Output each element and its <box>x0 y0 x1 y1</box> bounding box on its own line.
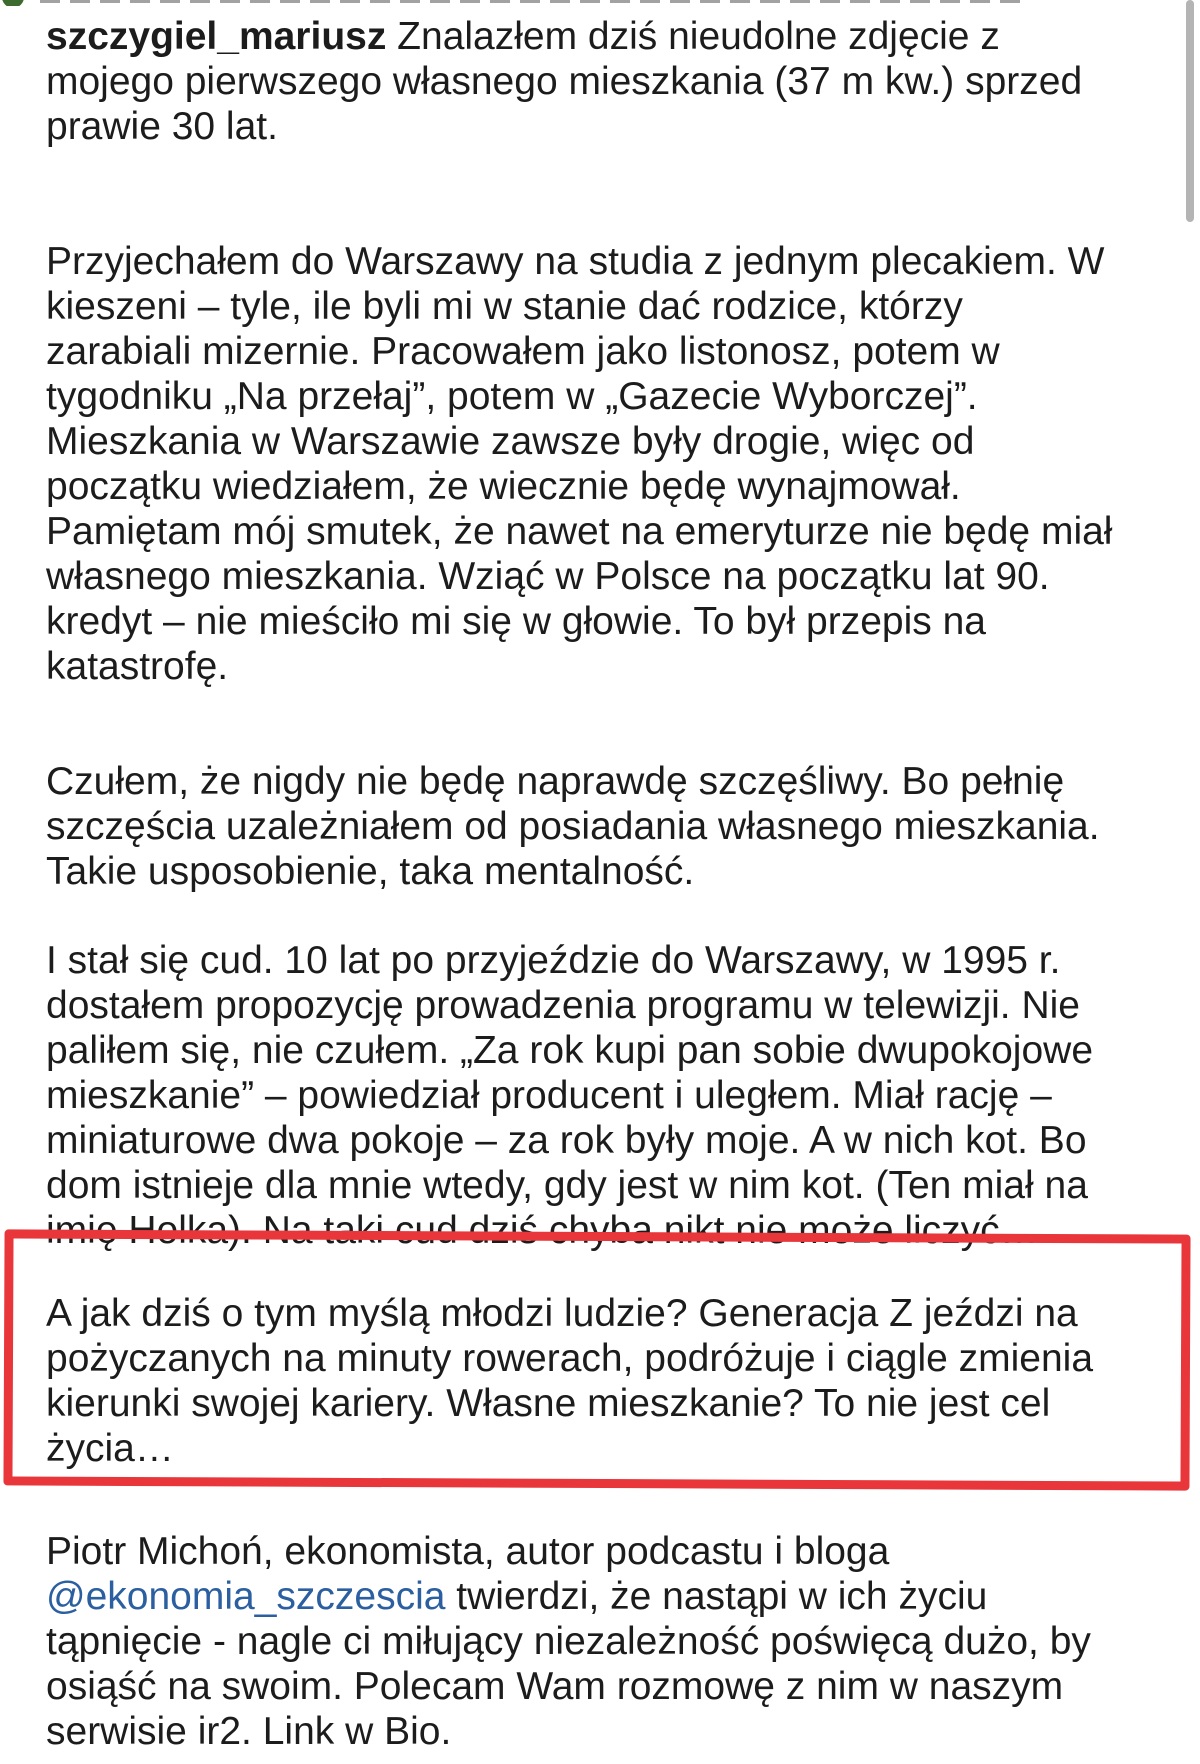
avatar[interactable] <box>2 0 24 6</box>
paragraph-gap <box>46 149 1166 239</box>
caption-paragraph-2: Przyjechałem do Warszawy na studia z jednym plecakiem. W kieszeni – tyle, ile byli mi w stanie dać rodzice, którzy zarabiali mizernie. Pracowałem jako listonosz, potem w tygodniku „Na przełaj”, potem w „Gazecie Wyborczej”. Mieszkania w Warszawie zawsze były drogie, więc od początku wiedziałem, że wiecznie będę wynajmował. Pamiętam mój smutek, że nawet na emeryturze nie będę miał własnego mieszkania. Wziąć w Polsce na początku lat 90. kredyt – nie mieściło mi się w głowie. To był przepis na katastrofę. <box>46 240 1113 688</box>
scrollbar[interactable] <box>1186 0 1194 222</box>
caption-p6-before: Piotr Michoń, ekonomista, autor podcastu i bloga <box>46 1530 890 1573</box>
caption-paragraph-4: I stał się cud. 10 lat po przyjeździe do Warszawy, w 1995 r. dostałem propozycję prowadzenia programu w telewizji. Nie paliłem się, nie czułem. „Za rok kupi pan sobie dwupokojowe mieszkanie” – powiedział producent i uległem. Miał rację – miniaturowe dwa pokoje – za rok były moje. A w nich kot. Bo dom istnieje dla mnie wtedy, gdy jest w nim kot. (Ten miał na imię Holka). Na taki cud dziś chyba nikt nie może liczyć… <box>46 939 1094 1252</box>
post-caption <box>46 0 1166 1754</box>
red-highlight-frame <box>3 1229 1190 1490</box>
paragraph-gap <box>46 689 1166 759</box>
caption-paragraph-3: Czułem, że nigdy nie będę naprawdę szczęśliwy. Bo pełnię szczęścia uzależniałem od posiadania własnego mieszkania. Takie usposobienie, taka mentalność. <box>46 760 1100 893</box>
paragraph-gap <box>46 894 1166 938</box>
caption-paragraph-5-highlighted: A jak dziś o tym myślą młodzi ludzie? Generacja Z jeździ na pożyczanych na minuty rowerach, podróżuje i ciągle zmienia kierunki swojej kariery. Własne mieszkanie? To nie jest cel życia… <box>46 1292 1094 1470</box>
caption-paragraph-1 <box>46 14 1166 149</box>
caption-intro-text: Znalazłem dziś nieudolne zdjęcie z mojego pierwszego własnego mieszkania (37 m kw.) sprzed prawie 30 lat. <box>46 15 1083 148</box>
username-link[interactable]: szczygiel_mariusz <box>46 15 387 58</box>
caption-p6-after: twierdzi, że nastąpi w ich życiu tąpnięcie - nagle ci miłujący niezależność poświęcą dużo, by osiąść na swoim. Polecam Wam rozmowę z nim w naszym serwisie ir2. Link w Bio. <box>46 1575 1091 1753</box>
caption-paragraph-6 <box>46 1529 1166 1754</box>
mention-link[interactable]: @ekonomia_szczescia <box>46 1575 446 1618</box>
